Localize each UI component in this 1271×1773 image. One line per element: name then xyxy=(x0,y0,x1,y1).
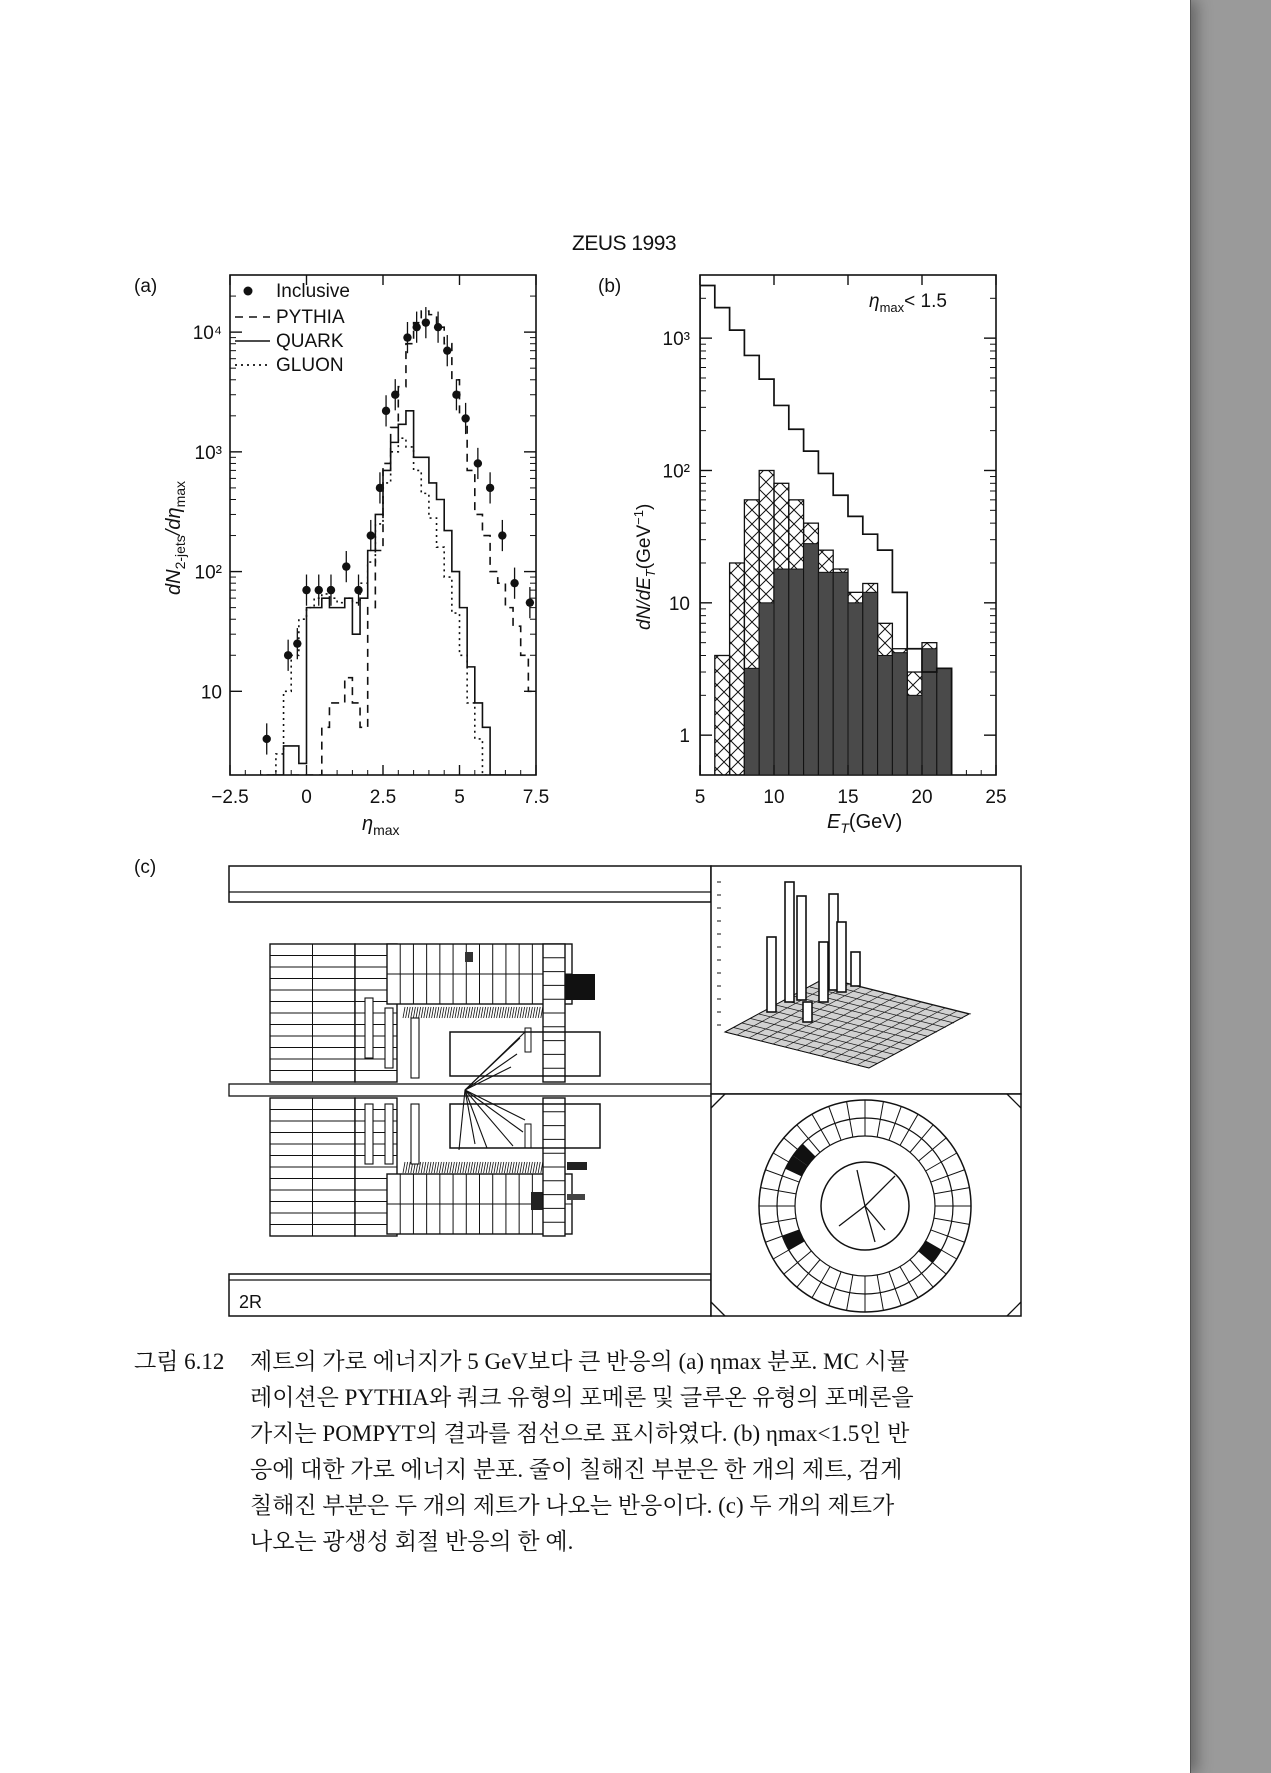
a-point-inclusive xyxy=(382,407,390,415)
lego-tower xyxy=(837,922,846,992)
a-point-inclusive xyxy=(422,318,430,326)
a-point-inclusive xyxy=(526,598,534,606)
panel-label-b: (b) xyxy=(598,276,622,297)
b-ytick-label: 10 xyxy=(668,593,690,615)
b-bar-two-jets xyxy=(863,592,878,775)
chart-b-xlabel: $E_T(GeV)$ xyxy=(827,811,903,835)
panel-label-a: (a) xyxy=(134,276,158,297)
lego-tower xyxy=(803,1002,812,1022)
a-xtick-label: −2.5 xyxy=(211,787,249,808)
a-point-inclusive xyxy=(434,323,442,331)
chart-a-legend xyxy=(235,281,350,376)
chart-a-xlabel: $\eta_{max}$ xyxy=(362,813,400,835)
b-xtick-label: 25 xyxy=(985,787,1007,808)
b-bar-two-jets xyxy=(907,695,922,775)
a-xtick-label: 0 xyxy=(301,787,312,808)
legend-marker-inclusive xyxy=(244,287,253,296)
display-top-bar xyxy=(229,866,711,902)
legend-quark: QUARK xyxy=(276,331,344,352)
figure-title: ZEUS 1993 xyxy=(572,232,677,255)
a-point-inclusive xyxy=(452,391,460,399)
cal-hit xyxy=(567,1162,587,1170)
b-bar-two-jets xyxy=(937,668,952,775)
display-label: 2R xyxy=(239,1292,263,1312)
b-bar-two-jets xyxy=(759,603,774,775)
panel-label-c: (c) xyxy=(134,857,157,878)
event-display xyxy=(225,862,1025,1322)
cal-hit xyxy=(531,1192,543,1210)
a-point-inclusive xyxy=(403,333,411,341)
b-ytick-label: 1 xyxy=(679,726,690,748)
a-point-inclusive xyxy=(391,391,399,399)
caption-line-6: 나오는 광생성 회절 반응의 한 예. xyxy=(250,1529,574,1554)
a-point-inclusive xyxy=(263,735,271,743)
legend-inclusive: Inclusive xyxy=(276,281,350,302)
lego-tower xyxy=(785,882,794,1002)
b-bar-two-jets xyxy=(744,668,759,775)
a-point-inclusive xyxy=(342,562,350,570)
a-point-inclusive xyxy=(367,531,375,539)
chart-b-annotation: $\eta_{max}< 1.5$ xyxy=(869,291,947,315)
a-xtick-label: 7.5 xyxy=(522,787,550,808)
b-bar-two-jets xyxy=(833,572,848,775)
caption-line-4: 응에 대한 가로 에너지 분포. 줄이 칠해진 부분은 한 개의 제트, 검게 xyxy=(250,1457,903,1482)
track xyxy=(465,1038,520,1090)
lego-tower xyxy=(767,937,776,1012)
a-ytick-label: 10⁴ xyxy=(192,323,222,345)
a-point-inclusive xyxy=(510,579,518,587)
b-xtick-label: 15 xyxy=(837,787,859,808)
a-point-inclusive xyxy=(315,586,323,594)
cal-hit xyxy=(567,1194,585,1200)
a-ytick-label: 10 xyxy=(200,682,222,704)
b-bar-two-jets xyxy=(878,655,893,775)
legend-gluon: GLUON xyxy=(276,355,344,376)
chart-b-ylabel: $dN/dE_T(GeV^{-1})$ xyxy=(631,503,658,630)
a-point-inclusive xyxy=(284,651,292,659)
track xyxy=(459,1090,465,1150)
caption-label: 그림 6.12 xyxy=(134,1349,225,1374)
b-bar-two-jets xyxy=(774,569,789,775)
a-point-inclusive xyxy=(474,459,482,467)
a-xtick-label: 5 xyxy=(454,787,465,808)
legend-pythia: PYTHIA xyxy=(276,307,345,328)
chart-b-et-distribution xyxy=(605,265,1025,835)
b-bar-one-jet xyxy=(730,563,745,775)
b-bar-two-jets xyxy=(804,544,819,775)
lego-tower xyxy=(797,896,806,1000)
b-xtick-label: 10 xyxy=(763,787,785,808)
b-ytick-label: 10³ xyxy=(662,329,690,351)
a-point-inclusive xyxy=(302,586,310,594)
a-point-inclusive xyxy=(293,639,301,647)
caption-body xyxy=(250,1344,1000,1560)
a-point-inclusive xyxy=(354,586,362,594)
a-point-inclusive xyxy=(412,323,420,331)
a-point-inclusive xyxy=(486,484,494,492)
b-bar-two-jets xyxy=(922,649,937,775)
b-xtick-label: 20 xyxy=(911,787,933,808)
a-point-inclusive xyxy=(376,484,384,492)
a-ytick-label: 10³ xyxy=(194,442,222,464)
b-bar-one-jet xyxy=(715,655,730,775)
caption-line-3: 가지는 POMPYT의 결과를 점선으로 표시하였다. (b) ηmax<1.5인 반 xyxy=(250,1421,910,1446)
b-ytick-label: 10² xyxy=(662,461,690,483)
a-point-inclusive xyxy=(443,346,451,354)
caption-line-5: 칠해진 부분은 두 개의 제트가 나오는 반응이다. (c) 두 개의 제트가 xyxy=(250,1493,895,1518)
track xyxy=(465,1090,487,1148)
b-bar-two-jets xyxy=(789,569,804,775)
cal-hit xyxy=(465,952,473,962)
chart-a-ylabel: $dN_{2-jets}/d\eta_{max}$ xyxy=(163,480,188,595)
a-xtick-label: 2.5 xyxy=(369,787,397,808)
caption-line-2: 레이션은 PYTHIA와 쿼크 유형의 포메론 및 글루온 유형의 포메론을 xyxy=(250,1385,914,1410)
a-point-inclusive xyxy=(498,531,506,539)
a-series-pythia xyxy=(291,311,543,775)
cal-hit xyxy=(565,974,595,1000)
b-bar-two-jets xyxy=(818,572,833,775)
a-point-inclusive xyxy=(327,586,335,594)
chart-a-eta-max xyxy=(150,265,570,835)
a-point-inclusive xyxy=(461,414,469,422)
b-bar-two-jets xyxy=(892,653,907,775)
track xyxy=(465,1090,475,1144)
track xyxy=(465,1090,513,1146)
b-xtick-label: 5 xyxy=(694,787,706,808)
lego-tower xyxy=(851,952,860,986)
a-ytick-label: 10² xyxy=(194,562,222,584)
caption-line-1: 제트의 가로 에너지가 5 GeV보다 큰 반응의 (a) ηmax 분포. MC 시뮬 xyxy=(250,1349,910,1374)
b-bar-two-jets xyxy=(848,603,863,775)
lego-tower xyxy=(819,942,828,1002)
